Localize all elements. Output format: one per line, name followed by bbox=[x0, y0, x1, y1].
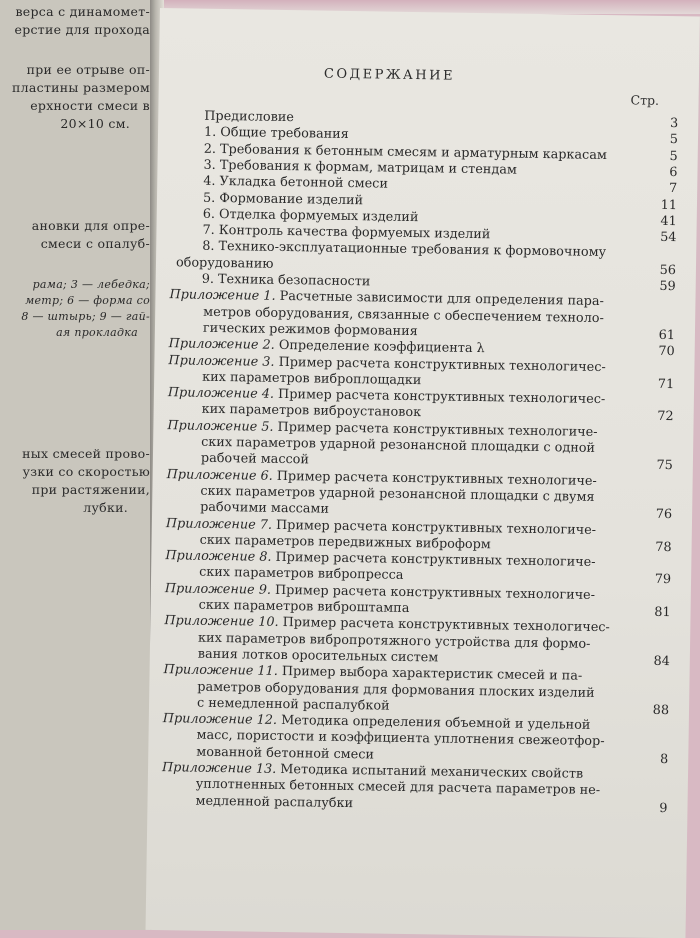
toc-page-number: 88 bbox=[652, 702, 670, 718]
appendix-label: Приложение 9. bbox=[164, 580, 272, 598]
toc-entry-title: Пример расчета конструктивных технологиче- bbox=[275, 549, 596, 571]
left-page-text: ных смесей прово- bbox=[22, 446, 150, 461]
left-page-text: при ее отрыве оп- bbox=[26, 62, 150, 77]
toc-entry-title: Расчетные зависимости для определения пара- bbox=[279, 289, 604, 310]
toc-entry-title: 7. Контроль качества формуемых изделий bbox=[202, 222, 491, 243]
toc-page-number: 54 bbox=[660, 229, 677, 246]
toc-entry-title: ских параметров вибропресса bbox=[199, 565, 404, 584]
toc-entry-title: Методика испытаний механических свойств bbox=[280, 761, 584, 782]
toc-entry-title: масс, пористости и коэффициента уплотнения свежеотфор- bbox=[196, 728, 605, 750]
left-page-text: верса с динамомет- bbox=[15, 4, 150, 19]
toc-page-number: 3 bbox=[669, 116, 679, 132]
toc-entry-title: рабочей массой bbox=[200, 450, 310, 468]
toc-entry-text bbox=[199, 598, 410, 616]
toc-page-number: 70 bbox=[658, 344, 675, 360]
toc-entry-title: Пример расчета конструктивных технологичес- bbox=[277, 386, 606, 408]
left-page-text: пластины размером bbox=[12, 80, 150, 95]
toc-page-number: 81 bbox=[654, 604, 671, 621]
toc-entry-text bbox=[202, 402, 422, 420]
toc-entry-title: Пример расчета конструктивных технологичес- bbox=[282, 615, 610, 636]
toc-page-number: 9 bbox=[659, 800, 668, 816]
toc-entry-title: уплотненных бетонных смесей для расчета параметров не- bbox=[195, 776, 601, 799]
toc-entry-title: с немедленной распалубкой bbox=[196, 695, 390, 714]
toc-entry-text bbox=[197, 695, 390, 713]
toc-entry-title: 1. Общие требования bbox=[203, 125, 349, 143]
toc-entry-title: мованной бетонной смеси bbox=[196, 744, 375, 763]
toc-page-number: 76 bbox=[655, 507, 673, 523]
toc-entry-title: вания лотков оросительных систем bbox=[197, 646, 439, 666]
left-page-text: ерстие для прохода bbox=[14, 22, 150, 37]
toc-entry-text bbox=[203, 206, 419, 224]
right-page bbox=[146, 8, 700, 938]
toc-entry-text bbox=[201, 451, 309, 468]
toc-page-number: 41 bbox=[660, 213, 677, 229]
toc-entry-title: раметров оборудования для формования плоских изделий bbox=[197, 679, 595, 701]
left-page-caption: 8 — штырь; 9 — гай- bbox=[21, 310, 150, 323]
toc-entry-title: ких параметров виброплощадки bbox=[202, 369, 422, 388]
appendix-label: Приложение 6. bbox=[166, 466, 273, 484]
appendix-label: Приложение 2. bbox=[168, 336, 275, 354]
left-page bbox=[0, 0, 158, 930]
toc-page-number: 71 bbox=[657, 376, 675, 392]
left-page-text: узки со скоростью bbox=[22, 464, 150, 479]
appendix-label: Приложение 5. bbox=[167, 417, 274, 435]
toc-page-number: 72 bbox=[657, 409, 674, 425]
left-page-text: ановки для опре- bbox=[31, 218, 150, 233]
left-page-caption: рама; 3 — лебедка; bbox=[32, 278, 150, 291]
appendix-label: Приложение 13. bbox=[161, 760, 277, 777]
toc-entry-title: ких параметров вибропротяжного устройства для формо- bbox=[197, 630, 591, 652]
toc-entry-text bbox=[204, 125, 349, 142]
appendix-label: Приложение 8. bbox=[165, 548, 272, 565]
toc-page-number: 79 bbox=[654, 572, 672, 588]
page-title: СОДЕРЖАНИЕ bbox=[323, 66, 456, 84]
toc-entry-title: Пример расчета конструктивных технологиче- bbox=[276, 468, 597, 489]
appendix-label: Приложение 1. bbox=[169, 287, 276, 305]
toc-entry-title: медленной распалубки bbox=[195, 793, 354, 811]
toc-page-number: 59 bbox=[659, 278, 676, 295]
toc-entry-title: 2. Требования к бетонным смесям и арматурным каркасам bbox=[203, 141, 607, 163]
appendix-label: Приложение 4. bbox=[167, 385, 275, 402]
toc-entry-title: Пример расчета конструктивных технологичес- bbox=[278, 354, 606, 375]
toc-entry-title: 9. Техника безопасности bbox=[201, 271, 371, 290]
appendix-label: Приложение 10. bbox=[164, 613, 279, 631]
toc-entry-title: 8. Технико-эксплуатационные требования к формовочному bbox=[202, 239, 607, 261]
toc-entry-title: рабочими массами bbox=[200, 499, 330, 517]
toc-entry-title: ских параметров передвижных виброформ bbox=[199, 532, 491, 553]
toc-entry-title: 3. Требования к формам, матрицам и стендам bbox=[203, 157, 517, 178]
toc-page-number: 11 bbox=[660, 197, 678, 213]
toc-page-number: 7 bbox=[668, 181, 678, 197]
toc-entry-title: Определение коэффициента λ bbox=[278, 338, 485, 357]
toc-entry-title: метров оборудования, связанные с обеспечением техноло- bbox=[203, 304, 604, 326]
toc-entry-title: 6. Отделка формуемых изделий bbox=[202, 206, 419, 225]
toc-entry-title: Пример расчета конструктивных технологиче- bbox=[277, 419, 598, 440]
left-page-text: лубки. bbox=[83, 500, 128, 515]
toc-entry-title: Методика определения объемной и удельной bbox=[281, 713, 591, 733]
left-page-text: 20×10 см. bbox=[60, 116, 130, 131]
toc-entry-title: 5. Формование изделий bbox=[202, 190, 364, 208]
left-page-text: при растяжении, bbox=[31, 482, 150, 497]
toc-entry-title: ских параметров ударной резонансной площадки с двумя bbox=[200, 483, 595, 505]
toc-entry-text bbox=[176, 255, 274, 272]
appendix-label: Приложение 11. bbox=[163, 662, 278, 680]
toc-page-number: 8 bbox=[659, 751, 669, 767]
left-page-text: ерхности смеси в bbox=[30, 98, 150, 113]
toc-entry-title: Пример выбора характеристик смесей и па- bbox=[281, 664, 583, 684]
toc-entry-title: ких параметров виброустановок bbox=[201, 402, 422, 421]
toc-page-number: 75 bbox=[656, 458, 673, 474]
toc-entry-text bbox=[203, 190, 363, 208]
left-page-caption: метр; 6 — форма со bbox=[25, 294, 150, 307]
toc-page-number: 56 bbox=[659, 262, 677, 278]
toc-entry-title: 4. Укладка бетонной смеси bbox=[203, 173, 389, 192]
toc-entry-text bbox=[199, 565, 404, 583]
toc-entry-text bbox=[203, 321, 418, 339]
toc-entry-title: Предисловие bbox=[204, 108, 295, 126]
toc-entry-text bbox=[195, 793, 353, 810]
appendix-label: Приложение 7. bbox=[165, 515, 273, 533]
toc-entry-title: гических режимов формования bbox=[202, 320, 418, 339]
toc-entry-title: Пример расчета конструктивных технологиче- bbox=[275, 517, 597, 538]
left-page-caption: ая прокладка bbox=[56, 326, 138, 339]
toc-page-number: 5 bbox=[669, 148, 678, 164]
appendix-label: Приложение 3. bbox=[168, 352, 275, 370]
appendix-label: Приложение 12. bbox=[162, 711, 278, 729]
left-page-text: смеси с опалуб- bbox=[40, 236, 150, 251]
toc-entry-text bbox=[203, 174, 388, 192]
toc-page-number: 6 bbox=[669, 164, 678, 181]
toc-entry-text bbox=[202, 370, 421, 388]
toc-entry-title: оборудованию bbox=[175, 254, 274, 272]
page-column-label: Стр. bbox=[630, 92, 660, 108]
toc-page-number: 5 bbox=[669, 132, 679, 148]
toc-entry-title: ских параметров ударной резонансной площадки с одной bbox=[201, 434, 596, 456]
toc-page-number: 61 bbox=[658, 327, 676, 344]
toc-entry-text bbox=[200, 500, 329, 517]
toc-entry-text bbox=[196, 744, 374, 762]
toc-entry-title: ских параметров виброштампа bbox=[198, 597, 410, 616]
toc-entry-title: Пример расчета конструктивных технологиче- bbox=[274, 582, 596, 603]
toc-entry-text bbox=[202, 272, 371, 290]
toc-page-number: 84 bbox=[653, 653, 670, 669]
toc-entry-text bbox=[204, 109, 294, 125]
toc-page-number: 78 bbox=[655, 539, 672, 555]
